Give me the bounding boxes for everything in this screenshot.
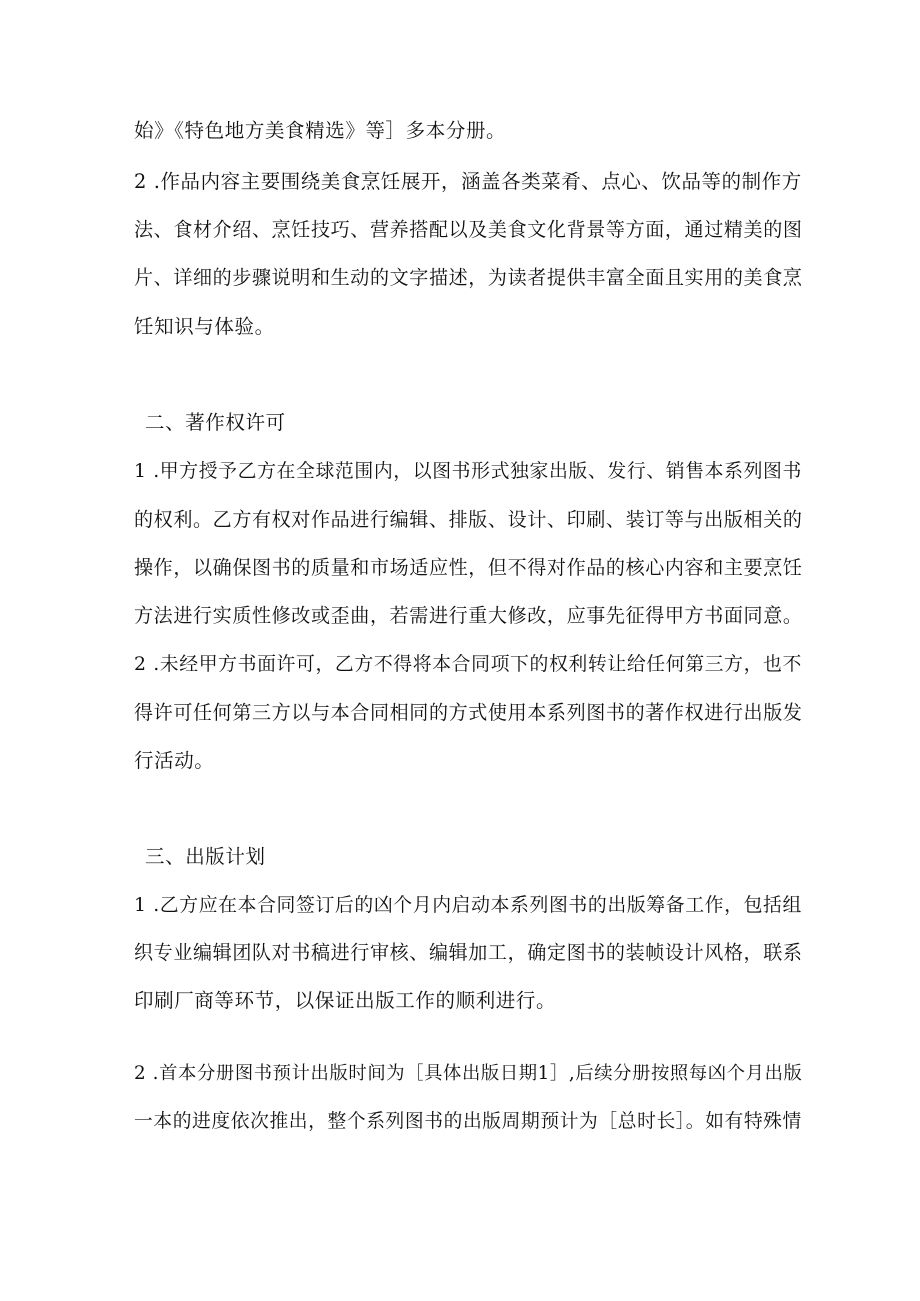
text-line: 得许可任何第三方以与本合同相同的方式使用本系列图书的著作权进行出版发 <box>134 702 803 724</box>
section-heading-publishing-plan: 三、出版计划 <box>145 845 266 868</box>
text-line: 方法进行实质性修改或歪曲，若需进行重大修改，应事先征得甲方书面同意。 <box>134 605 803 627</box>
text-line: 2 .首本分册图书预计出版时间为［具体出版日期1］,后续分册按照每凶个月出版 <box>134 1063 803 1084</box>
text-line: 2 .未经甲方书面许可，乙方不得将本合同项下的权利转让给任何第三方，也不 <box>134 653 802 675</box>
text-line: 1 .乙方应在本合同签订后的凶个月内启动本系列图书的出版筹备工作，包括组 <box>134 894 802 916</box>
text-line: 的权利。乙方有权对作品进行编辑、排版、设计、印刷、装订等与出版相关的 <box>134 509 803 531</box>
text-line: 2 .作品内容主要围绕美食烹饪展开，涵盖各类菜肴、点心、饮品等的制作方 <box>134 170 802 193</box>
text-line: 片、详细的步骤说明和生动的文字描述，为读者提供丰富全面且实用的美食烹 <box>134 267 803 289</box>
text-line: 始》《特色地方美食精选》等］多本分册。 <box>134 119 507 142</box>
text-line: 行活动。 <box>134 749 215 772</box>
text-line: 1 .甲方授予乙方在全球范围内，以图书形式独家出版、发行、销售本系列图书 <box>134 460 802 482</box>
text-line: 一本的进度依次推出，整个系列图书的出版周期预计为［总时长］。如有特殊情 <box>134 1111 802 1132</box>
text-line: 印刷厂商等环节，以保证出版工作的顺利进行。 <box>134 989 557 1012</box>
section-heading-copyright: 二、著作权许可 <box>145 411 286 434</box>
text-line: 织专业编辑团队对书稿进行审核、编辑加工，确定图书的装帧设计风格，联系 <box>134 942 803 964</box>
text-line: 法、食材介绍、烹饪技巧、营养搭配以及美食文化背景等方面，通过精美的图 <box>134 219 803 241</box>
text-line: 饪知识与体验。 <box>134 315 275 338</box>
text-line: 操作，以确保图书的质量和市场适应性，但不得对作品的核心内容和主要烹饪 <box>134 557 803 579</box>
